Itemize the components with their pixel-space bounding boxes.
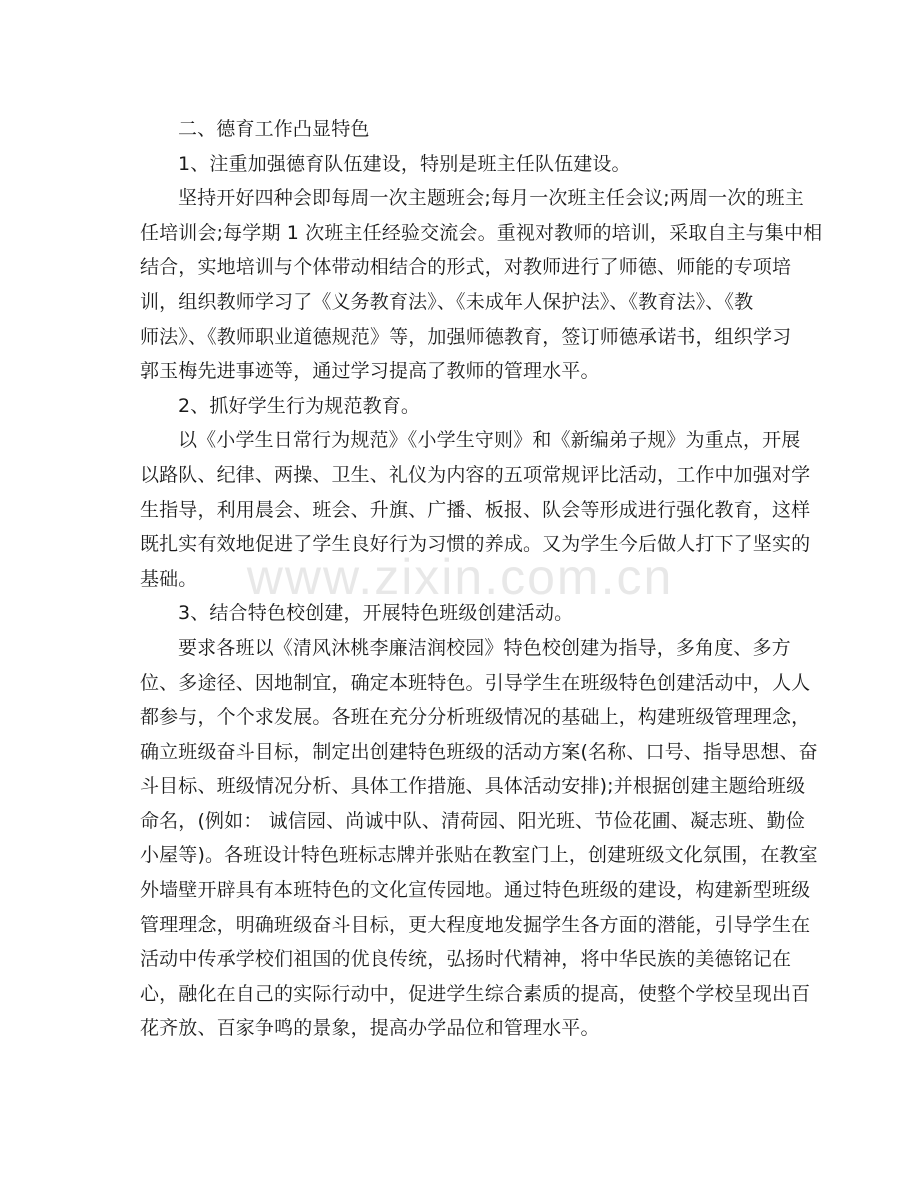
text-line: 任培训会;每学期 1 次班主任经验交流会。重视对教师的培训，采取自主与集中相 (140, 221, 823, 244)
text-line: 位、多途径、因地制宜，确定本班特色。引导学生在班级特色创建活动中，人人 (140, 671, 811, 694)
text-line: 要求各班以《清风沐桃李廉洁润校园》特色校创建为指导，多角度、多方 (178, 636, 791, 659)
text-line: 命名，(例如： 诚信园、尚诚中队、清荷园、阳光班、节俭花圃、凝志班、勤俭 (140, 809, 805, 832)
watermark: www.zixin.com.cn (246, 549, 674, 605)
text-line: 训，组织教师学习了《义务教育法》、《未成年人保护法》、《教育法》、《教 (140, 290, 754, 313)
text-line: 2、抓好学生行为规范教育。 (178, 394, 421, 417)
text-line: 斗目标、班级情况分析、具体工作措施、具体活动安排);并根据创建主题给班级 (140, 775, 806, 798)
text-line: 小屋等)。各班设计特色班标志牌并张贴在教室门上，创建班级文化氛围，在教室 (140, 844, 818, 867)
text-line: 3、结合特色校创建，开展特色班级创建活动。 (178, 602, 574, 625)
text-line: 都参与，个个求发展。各班在充分分析班级情况的基础上，构建班级管理理念， (140, 706, 811, 729)
text-line: 花齐放、百家争鸣的景象，提高办学品位和管理水平。 (140, 1017, 600, 1040)
text-line: 外墙壁开辟具有本班特色的文化宣传园地。通过特色班级的建设，构建新型班级 (140, 879, 811, 902)
text-line: 确立班级奋斗目标，制定出创建特色班级的活动方案(名称、口号、指导思想、奋 (140, 740, 818, 763)
text-line: 既扎实有效地促进了学生良好行为习惯的养成。又为学生今后做人打下了坚实的 (140, 533, 811, 556)
text-line: 坚持开好四种会即每周一次主题班会;每月一次班主任会议;两周一次的班主 (178, 187, 804, 210)
text-line: 1、注重加强德育队伍建设，特别是班主任队伍建设。 (178, 152, 631, 175)
text-line: 以路队、纪律、两操、卫生、礼仪为内容的五项常规评比活动，工作中加强对学 (140, 463, 811, 486)
document-body (140, 112, 823, 1046)
text-line: 二、德育工作凸显特色 (178, 118, 370, 140)
text-line: 基础。 (140, 567, 198, 590)
text-line: 生指导，利用晨会、班会、升旗、广播、板报、队会等形成进行强化教育，这样 (140, 498, 811, 521)
text-line: 心，融化在自己的实际行动中，促进学生综合素质的提高，使整个学校呈现出百 (140, 982, 811, 1005)
text-line: 以《小学生日常行为规范》《小学生守则》和《新编弟子规》为重点，开展 (178, 429, 801, 452)
text-line: 师法》、《教师职业道德规范》等，加强师德教育，签订师德承诺书，组织学习 (140, 325, 792, 348)
text-line: 结合，实地培训与个体带动相结合的形式，对教师进行了师德、师能的专项培 (140, 256, 792, 279)
text-line: 管理理念，明确班级奋斗目标，更大程度地发掘学生各方面的潜能，引导学生在 (140, 913, 811, 936)
text-line: 活动中传承学校们祖国的优良传统，弘扬时代精神，将中华民族的美德铭记在 (140, 948, 792, 971)
text-line: 郭玉梅先进事迹等，通过学习提高了教师的管理水平。 (140, 360, 600, 383)
